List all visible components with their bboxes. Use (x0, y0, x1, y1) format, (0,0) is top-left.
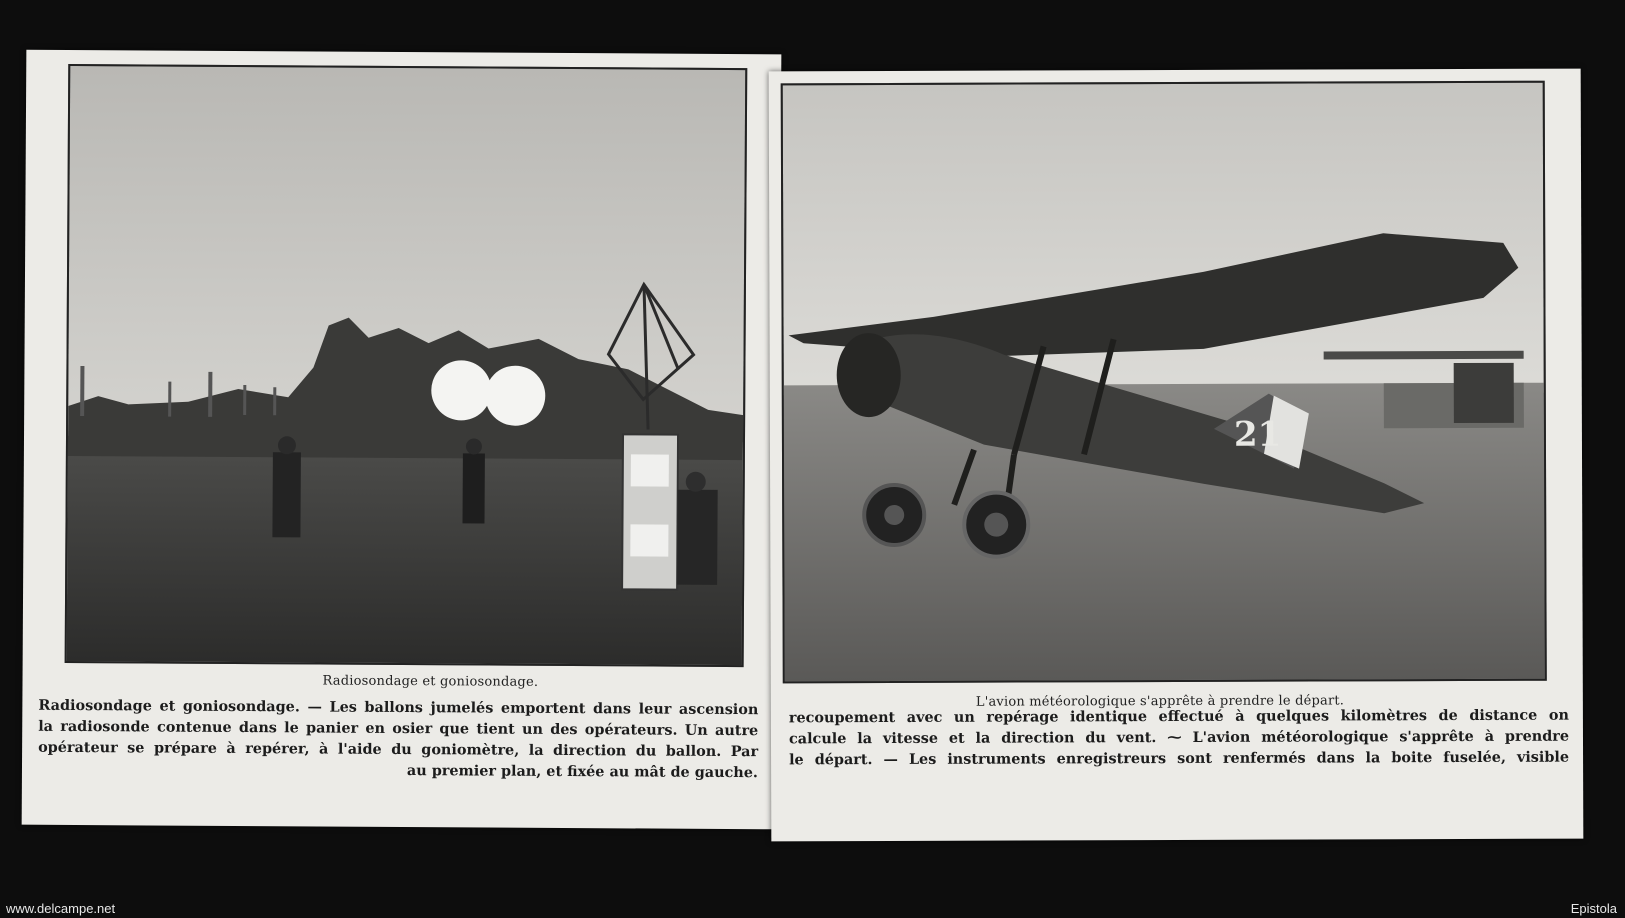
article-text (789, 705, 1569, 771)
balloon-launch-image (67, 66, 746, 665)
text-line: Radiosondage et goniosondage. — Les ballons jumelés emportent dans leur ascension (38, 696, 759, 719)
watermark-site: www.delcampe.net (6, 901, 116, 916)
article-text (38, 695, 758, 783)
text-line: le départ. — Les instruments enregistreurs sont renfermés dans la boite fuselée, visible (789, 748, 1570, 769)
balloon-launch-photo (65, 64, 748, 667)
text-line: au premier plan, et fixée au mât de gauche. (406, 762, 759, 782)
watermark-seller: Epistola (1570, 901, 1617, 916)
left-clipping (22, 50, 782, 830)
text-line: recoupement avec un repérage identique effectué à quelques kilomètres de distance on (788, 706, 1569, 727)
text-line: calcule la vitesse et la direction du vent. ⁓ L'avion météorologique s'apprête à prendre (788, 727, 1570, 748)
aircraft-image (783, 83, 1545, 682)
photo-caption: L'avion météorologique s'apprête à prendre le départ. (975, 693, 1345, 710)
right-clipping (769, 69, 1584, 842)
aircraft-number: 21 (1233, 414, 1282, 455)
text-line: opérateur se prépare à repérer, à l'aide du goniomètre, la direction du ballon. Par (38, 738, 759, 761)
photo-caption: Radiosondage et goniosondage. (322, 673, 539, 690)
text-line: la radiosonde contenue dans le panier en osier que tient un des opérateurs. Un autre (38, 717, 759, 740)
aircraft-photo (781, 81, 1547, 684)
